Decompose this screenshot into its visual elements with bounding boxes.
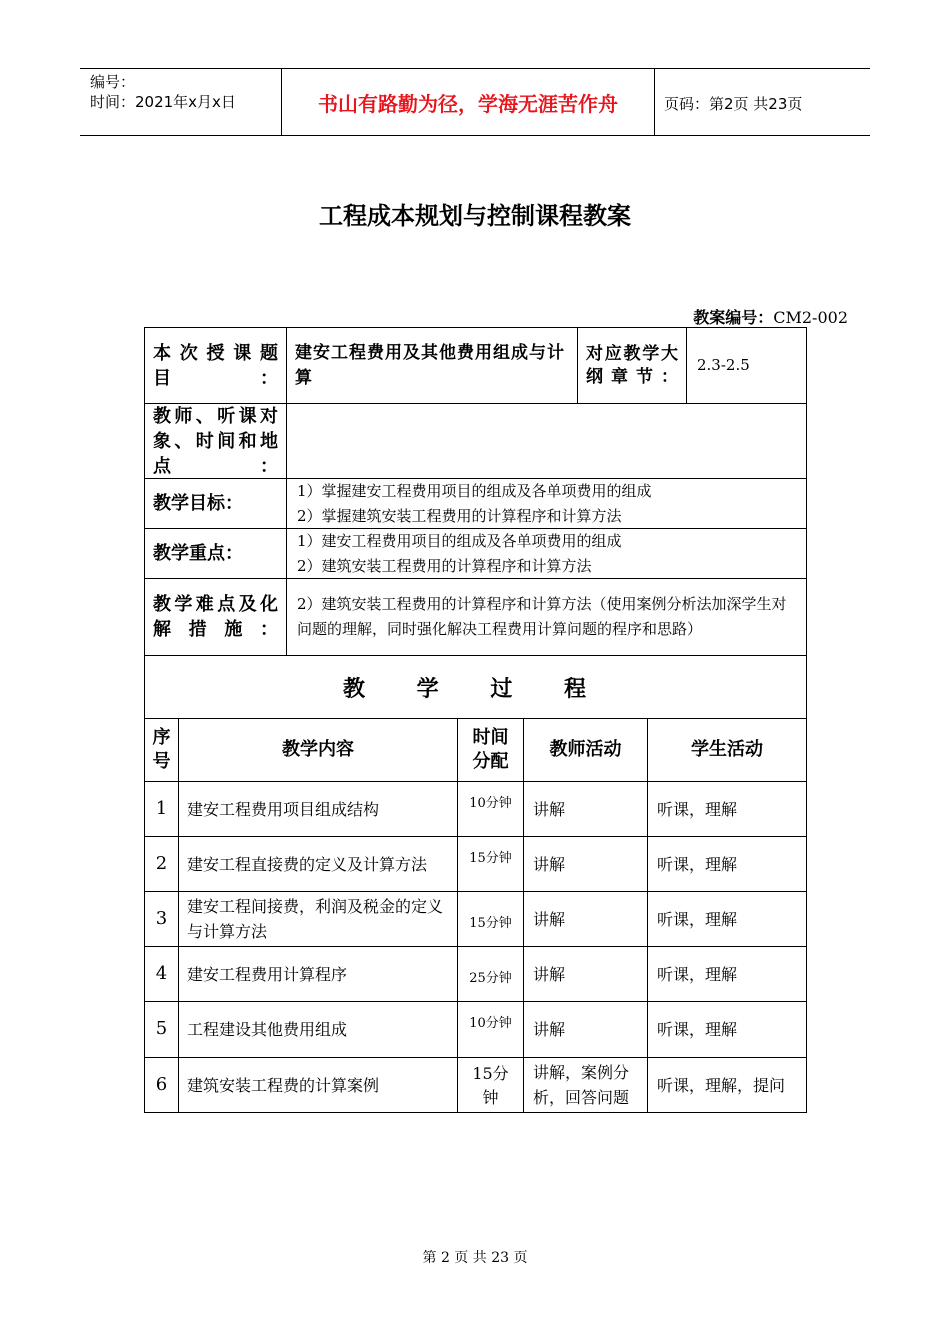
col-seq-text: 序号 (152, 727, 171, 772)
col-content (178, 718, 458, 782)
table-row-student-text: 听课，理解，提问 (657, 1075, 786, 1095)
col-time (457, 718, 524, 782)
table-row-time: 15分钟 (457, 1057, 524, 1113)
goal-item: 2）掌握建筑安装工程费用的计算程序和计算方法 (297, 506, 622, 525)
table-row-content (178, 1057, 458, 1113)
table-row-student (647, 781, 807, 837)
table-row-teacher-text: 讲解 (533, 909, 566, 929)
syllabus-value (686, 327, 807, 404)
goals-value (286, 478, 807, 529)
table-row-student (647, 946, 807, 1002)
header-time: 时间：2021年x月x日 (90, 93, 236, 111)
table-row-teacher-text: 讲解，案例分析，回答问题 (533, 1063, 630, 1107)
table-row-seq: 2 (144, 836, 179, 892)
table-row-student-text: 听课，理解 (657, 964, 738, 984)
key-points-value (286, 528, 807, 579)
topic-label (144, 327, 287, 404)
table-row-seq: 1 (144, 781, 179, 837)
header-divider-right (654, 68, 655, 136)
table-row-content-text: 工程建设其他费用组成 (187, 1020, 348, 1039)
col-teacher (523, 718, 648, 782)
table-row-time: 15分钟 (457, 891, 524, 947)
table-row-content-text: 建安工程间接费，利润及税金的定义与计算方法 (187, 897, 444, 941)
syllabus-label (577, 327, 687, 404)
table-row-content (178, 946, 458, 1002)
table-row-seq: 5 (144, 1001, 179, 1058)
col-time-text: 时间分配 (472, 727, 509, 772)
table-row-content-text: 建筑安装工程费的计算案例 (187, 1075, 380, 1095)
page-footer: 第 2 页 共 23 页 (422, 1250, 528, 1266)
key-points-label-text: 教学重点： (153, 543, 243, 564)
table-row-student-text: 听课，理解 (657, 799, 738, 819)
table-row-teacher (523, 1057, 648, 1113)
topic-value (286, 327, 578, 404)
difficulty-label-text: 教学难点及化解措施： (153, 594, 278, 640)
document-title: 工程成本规划与控制课程教案 (319, 202, 631, 230)
syllabus-value-text: 2.3-2.5 (697, 356, 750, 374)
table-row-content (178, 836, 458, 892)
table-row-teacher (523, 836, 648, 892)
table-row-content-text: 建安工程费用项目组成结构 (187, 799, 380, 819)
difficulty-text: 2）建筑安装工程费用的计算程序和计算方法（使用案例分析法加深学生对问题的理解，同时强化解决工程费用计算问题的程序和思路） (297, 595, 787, 638)
col-teacher-text: 教师活动 (549, 739, 622, 760)
table-row-teacher (523, 1001, 648, 1058)
header-meta (90, 72, 236, 112)
header-motto: 书山有路勤为径，学海无涯苦作舟 (318, 92, 618, 116)
audience-label-text: 教师、听课对象、时间和地点： (153, 405, 278, 477)
table-row-time: 10分钟 (457, 781, 524, 837)
table-row-content (178, 781, 458, 837)
table-row-student (647, 1001, 807, 1058)
document-code-value: CM2-002 (773, 308, 848, 327)
difficulty-label (144, 578, 287, 656)
document-code-label: 教案编号： (693, 308, 774, 327)
table-row-time: 10分钟 (457, 1001, 524, 1058)
table-row-teacher-text: 讲解 (533, 799, 566, 819)
key-points-label (144, 528, 287, 579)
table-row-student (647, 836, 807, 892)
topic-label-text: 本次授课题目： (153, 342, 278, 389)
table-row-content-text: 建安工程直接费的定义及计算方法 (187, 854, 428, 874)
table-row-teacher-text: 讲解 (533, 1020, 566, 1039)
process-title-text: 教 学 过 程 (343, 676, 608, 702)
col-student-text: 学生活动 (691, 739, 763, 760)
table-row-student-text: 听课，理解 (657, 1020, 738, 1039)
table-row-seq: 6 (144, 1057, 179, 1113)
table-row-teacher (523, 781, 648, 837)
table-row-teacher-text: 讲解 (533, 964, 566, 984)
col-content-text: 教学内容 (282, 739, 354, 760)
key-point-item: 1）建安工程费用项目的组成及各单项费用的组成 (297, 531, 622, 550)
key-point-item: 2）建筑安装工程费用的计算程序和计算方法 (297, 556, 592, 575)
document-code (693, 305, 848, 328)
header-code-label: 编号： (90, 73, 136, 91)
col-seq (144, 718, 179, 782)
table-row-seq: 4 (144, 946, 179, 1002)
table-row-teacher (523, 891, 648, 947)
table-row-student-text: 听课，理解 (657, 854, 738, 874)
table-row-seq: 3 (144, 891, 179, 947)
syllabus-label-text: 对应教学大纲章节： (586, 343, 678, 387)
topic-value-text: 建安工程费用及其他费用组成与计算 (295, 342, 565, 388)
table-row-student (647, 891, 807, 947)
difficulty-value (286, 578, 807, 656)
header-page-info: 页码：第2页 共23页 (664, 95, 803, 113)
col-student (647, 718, 807, 782)
header-bottom-rule (80, 135, 870, 136)
audience-label (144, 403, 287, 479)
table-row-time: 25分钟 (457, 946, 524, 1002)
goals-label-text: 教学目标： (153, 493, 243, 514)
table-row-content (178, 891, 458, 947)
header-top-rule (80, 68, 870, 69)
goals-label (144, 478, 287, 529)
process-title (144, 655, 807, 719)
table-row-student-text: 听课，理解 (657, 909, 738, 929)
table-row-content (178, 1001, 458, 1058)
table-row-content-text: 建安工程费用计算程序 (187, 964, 348, 984)
table-row-teacher-text: 讲解 (533, 854, 566, 874)
table-row-time: 15分钟 (457, 836, 524, 892)
table-row-teacher (523, 946, 648, 1002)
audience-value (286, 403, 807, 479)
table-row-student (647, 1057, 807, 1113)
goal-item: 1）掌握建安工程费用项目的组成及各单项费用的组成 (297, 481, 652, 500)
